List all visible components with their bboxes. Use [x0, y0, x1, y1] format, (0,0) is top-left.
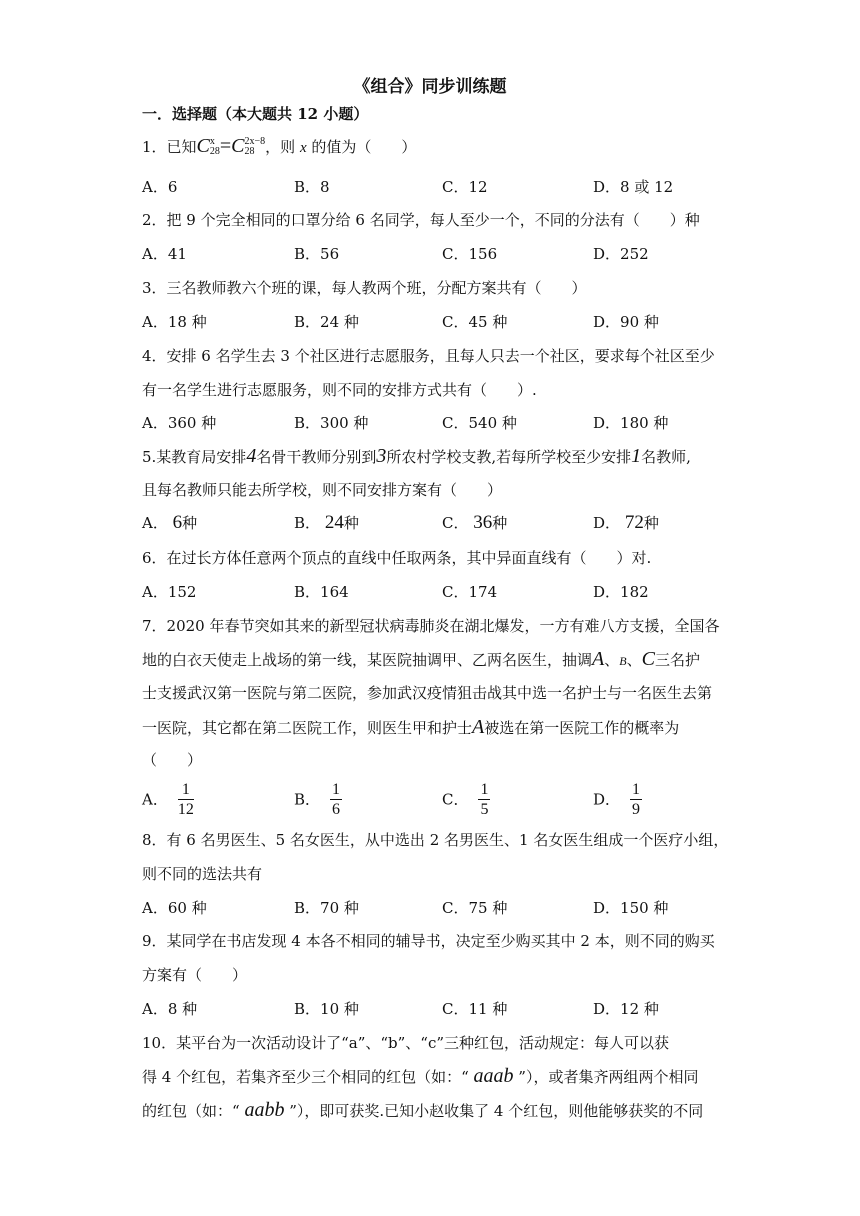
- question-7-line-2: 地的白衣天使走上战场的第一线，某医院抽调甲、乙两名医生，抽调A、B、C三名护: [142, 648, 700, 670]
- q2-option-c[interactable]: C．156: [442, 245, 498, 263]
- q7-option-c[interactable]: C． $\frac{1}{5}$: [442, 781, 489, 818]
- question-6: 6．在过长方体任意两个顶点的直线中任取两条，其中异面直线有（ ）对.: [142, 549, 652, 567]
- q6-option-a[interactable]: A．152: [142, 583, 197, 601]
- section-heading: 一．选择题（本大题共 12 小题）: [142, 105, 369, 123]
- q4-option-d[interactable]: D．180 种: [593, 414, 669, 432]
- question-9-line-2: 方案有（ ）: [142, 966, 248, 984]
- question-7-line-1: 7．2020 年春节突如其来的新型冠状病毒肺炎在湖北爆发，一方有难八方支援，全国各: [142, 617, 720, 635]
- q9-option-a[interactable]: A．8 种: [142, 1000, 198, 1018]
- question-7-line-3: 士支援武汉第一医院与第二医院，参加武汉疫情狙击战其中选一名护士与一名医生去第: [142, 684, 713, 702]
- q1-formula: C x 28 =C 2x−8 28: [196, 135, 266, 158]
- q2-option-b[interactable]: B．56: [294, 245, 340, 263]
- q4-option-a[interactable]: A．360 种: [142, 414, 217, 432]
- q7-option-a[interactable]: A． $\frac{1}{12}$: [142, 781, 194, 818]
- fraction: $\frac{1}{12}$: [177, 781, 194, 818]
- q3-option-b[interactable]: B．24 种: [294, 313, 359, 331]
- question-10-line-1: 10．某平台为一次活动设计了“a”、“b”、“c”三种红包，活动规定：每人可以获: [142, 1034, 670, 1052]
- q5-option-d[interactable]: D． 72种: [593, 512, 659, 533]
- question-5-line-2: 且每名教师只能去所学校，则不同安排方案有（ ）: [142, 481, 503, 499]
- question-10-line-3: 的红包（如：“ aabb ”），即可获奖.已知小赵收集了 4 个红包，则他能够获奖的不同: [142, 1099, 704, 1121]
- q2-option-a[interactable]: A．41: [142, 245, 187, 263]
- question-4-line-1: 4．安排 6 名学生去 3 个社区进行志愿服务，且每人只去一个社区，要求每个社区至少: [142, 347, 715, 365]
- question-8-line-2: 则不同的选法共有: [142, 865, 263, 883]
- question-9-line-1: 9．某同学在书店发现 4 本各不相同的辅导书，决定至少购买其中 2 本，则不同的购买: [142, 932, 715, 950]
- page-title: 《组合》同步训练题: [353, 77, 507, 97]
- fraction: $\frac{1}{6}$: [332, 781, 341, 818]
- q6-option-c[interactable]: C．174: [442, 583, 498, 601]
- q9-option-b[interactable]: B．10 种: [294, 1000, 359, 1018]
- q1-option-d[interactable]: D．8 或 12: [593, 178, 674, 196]
- question-10-line-2: 得 4 个红包，若集齐至少三个相同的红包（如：“ aaab ”），或者集齐两组两个相同: [142, 1065, 699, 1087]
- q5-option-b[interactable]: B． 24种: [294, 512, 359, 533]
- question-3: 3．三名教师教六个班的课，每人教两个班，分配方案共有（ ）: [142, 279, 587, 297]
- q2-option-d[interactable]: D．252: [593, 245, 649, 263]
- q6-option-b[interactable]: B．164: [294, 583, 349, 601]
- q8-option-d[interactable]: D．150 种: [593, 899, 669, 917]
- question-1: 1．已知C x 28 =C 2x−8 28 ，则 x 的值为（ ）: [142, 135, 417, 158]
- q3-option-a[interactable]: A．18 种: [142, 313, 207, 331]
- q1-option-b[interactable]: B．8: [294, 178, 330, 196]
- q3-option-d[interactable]: D．90 种: [593, 313, 659, 331]
- question-7-line-5: （ ）: [142, 751, 203, 769]
- q9-option-d[interactable]: D．12 种: [593, 1000, 659, 1018]
- q5-option-c[interactable]: C． 36种: [442, 512, 508, 533]
- fraction: $\frac{1}{9}$: [632, 781, 641, 818]
- q1-prefix: 1．已知: [142, 138, 197, 156]
- question-7-line-4: 一医院，其它都在第二医院工作，则医生甲和护士A被选在第一医院工作的概率为: [142, 716, 680, 738]
- question-4-line-2: 有一名学生进行志愿服务，则不同的安排方式共有（ ）.: [142, 381, 537, 399]
- q1-option-c[interactable]: C．12: [442, 178, 488, 196]
- q1-option-a[interactable]: A．6: [142, 178, 178, 196]
- q8-option-b[interactable]: B．70 种: [294, 899, 359, 917]
- q7-option-b[interactable]: B． $\frac{1}{6}$: [294, 781, 341, 818]
- q6-option-d[interactable]: D．182: [593, 583, 649, 601]
- q3-option-c[interactable]: C．45 种: [442, 313, 508, 331]
- q4-option-c[interactable]: C．540 种: [442, 414, 517, 432]
- q7-option-d[interactable]: D． $\frac{1}{9}$: [593, 781, 641, 818]
- q8-option-a[interactable]: A．60 种: [142, 899, 207, 917]
- q9-option-c[interactable]: C．11 种: [442, 1000, 508, 1018]
- q5-option-a[interactable]: A． 6种: [142, 512, 198, 533]
- question-2: 2．把 9 个完全相同的口罩分给 6 名同学，每人至少一个，不同的分法有（ ）种: [142, 211, 700, 229]
- q4-option-b[interactable]: B．300 种: [294, 414, 369, 432]
- question-5-line-1: 5.某教育局安排4名骨干教师分别到3所农村学校支教,若每所学校至少安排1名教师,: [142, 445, 691, 467]
- question-8-line-1: 8．有 6 名男医生、5 名女医生，从中选出 2 名男医生、1 名女医生组成一个医疗小组，: [142, 831, 729, 849]
- fraction: $\frac{1}{5}$: [480, 781, 489, 818]
- q8-option-c[interactable]: C．75 种: [442, 899, 508, 917]
